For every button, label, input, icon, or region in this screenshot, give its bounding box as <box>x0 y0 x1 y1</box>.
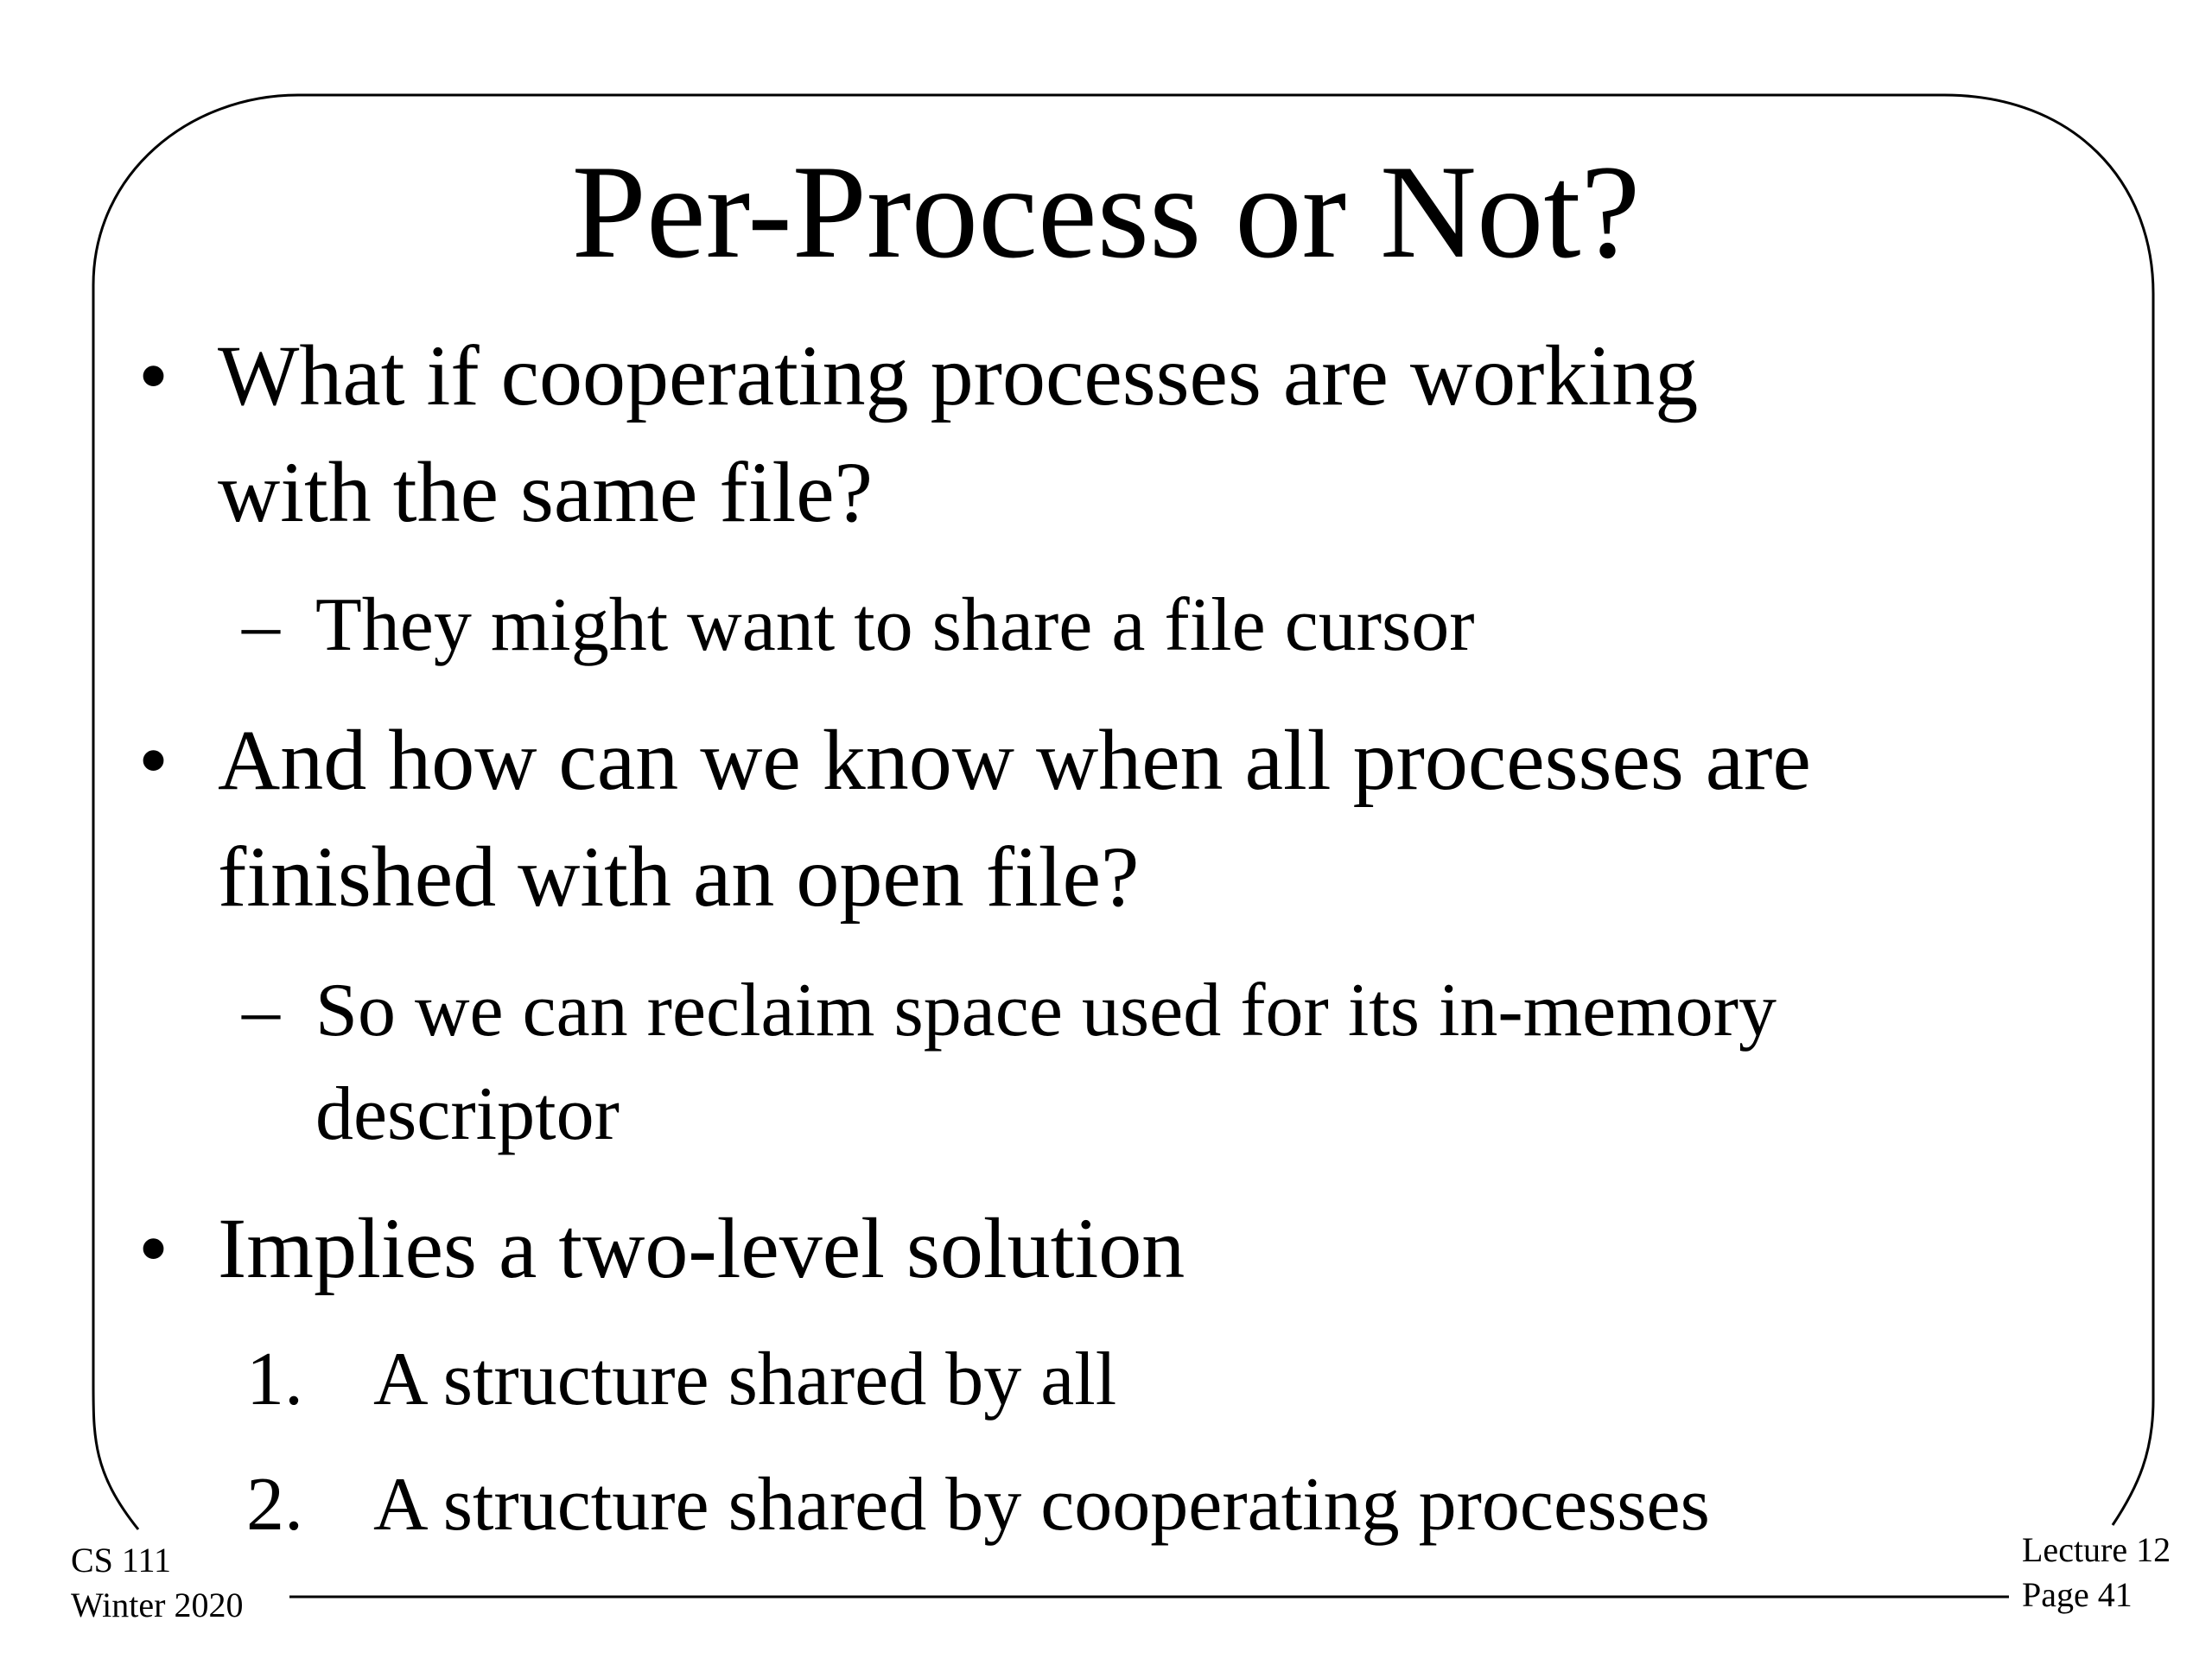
bullet-marker: • <box>138 327 169 423</box>
bullet-3-line-1: Implies a two-level solution <box>218 1200 1185 1296</box>
bullet-2-line-2: finished with an open file? <box>218 829 1140 925</box>
bullet-1-line-1: What if cooperating processes are working <box>218 327 1699 423</box>
footer-term: Winter 2020 <box>71 1586 244 1624</box>
sub-bullet-marker: – <box>242 969 280 1052</box>
numbered-item-1-text: A structure shared by all <box>373 1338 1117 1421</box>
bullet-1-line-2: with the same file? <box>218 444 874 540</box>
sub-bullet-marker: – <box>242 583 280 667</box>
numbered-item-2-number: 2. <box>246 1463 303 1547</box>
numbered-item-2-text: A structure shared by cooperating processes <box>373 1463 1710 1547</box>
numbered-item-1-number: 1. <box>246 1338 303 1421</box>
footer-lecture: Lecture 12 <box>2022 1530 2171 1569</box>
footer-page: Page 41 <box>2022 1575 2133 1614</box>
slide-title: Per-Process or Not? <box>571 137 1641 286</box>
sub-bullet-2-line-2: descriptor <box>315 1072 620 1156</box>
sub-bullet-1-line-1: They might want to share a file cursor <box>315 583 1475 667</box>
bullet-marker: • <box>138 1200 169 1296</box>
sub-bullet-2-line-1: So we can reclaim space used for its in-memory <box>315 969 1777 1052</box>
footer-course: CS 111 <box>71 1541 171 1580</box>
bullet-marker: • <box>138 712 169 808</box>
bullet-2-line-1: And how can we know when all processes are <box>218 712 1811 808</box>
